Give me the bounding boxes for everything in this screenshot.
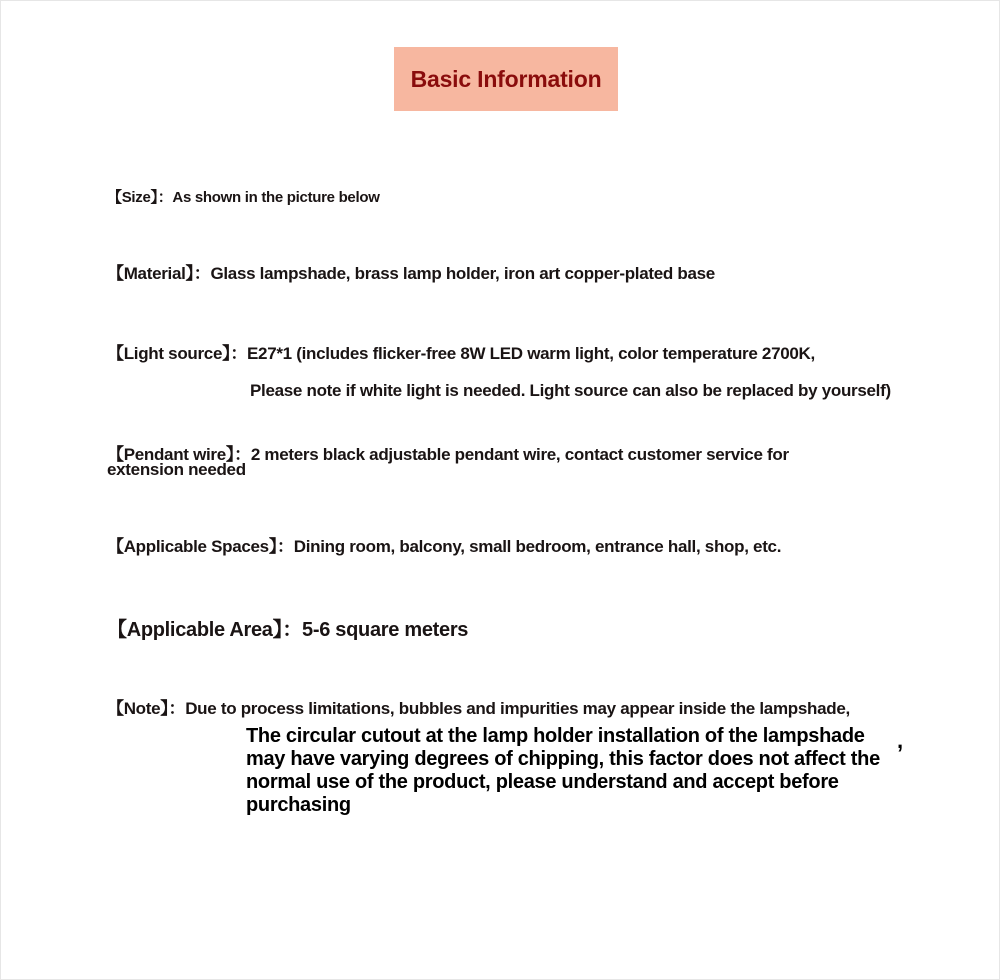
spec-value: E27*1 (includes flicker-free 8W LED warm light, color temperature 2700K, — [247, 344, 815, 363]
spec-applicable-area — [107, 613, 468, 642]
spec-label: 【Note】 — [107, 699, 169, 718]
spec-sep: ： — [157, 189, 173, 206]
spec-value: 5-6 square meters — [302, 619, 469, 641]
spec-value: Due to process limitations, bubbles and impurities may appear inside the lampshade, — [185, 699, 850, 718]
spec-sep: ： — [277, 537, 294, 556]
spec-pendant-wire-cont: extension needed — [107, 460, 246, 479]
spec-value: As shown in the picture below — [172, 189, 380, 206]
spec-label: 【Size】 — [107, 189, 158, 206]
section-title: Basic Information — [410, 65, 602, 92]
note-detail — [246, 725, 906, 817]
spec-label: 【Light source】 — [107, 344, 231, 363]
spec-label: 【Pendant wire】 — [107, 445, 235, 464]
spec-sep: ： — [234, 445, 251, 464]
spec-label: 【Applicable Area】 — [107, 619, 283, 641]
spec-note — [107, 694, 850, 719]
spec-sep: ： — [168, 699, 186, 718]
note-detail-line: The circular cutout at the lamp holder installation of the lampshade — [246, 725, 865, 747]
spec-applicable-spaces — [107, 532, 781, 557]
spec-material — [107, 259, 715, 284]
note-detail-line: may have varying degrees of chipping, this factor does not affect the — [246, 748, 880, 770]
spec-value: Glass lampshade, brass lamp holder, iron art copper-plated base — [210, 264, 715, 283]
spec-sep: ： — [193, 264, 211, 283]
spec-sep: ： — [282, 619, 303, 641]
spec-label: 【Material】 — [107, 264, 194, 283]
spec-light-source — [107, 339, 815, 364]
spec-value: Dining room, balcony, small bedroom, entrance hall, shop, etc. — [293, 537, 782, 556]
spec-size — [107, 186, 380, 207]
spec-label: 【Applicable Spaces】 — [107, 537, 278, 556]
spec-light-source-cont: Please note if white light is needed. Light source can also be replaced by yourself) — [250, 381, 891, 400]
spec-sep: ： — [230, 344, 248, 363]
spec-value: 2 meters black adjustable pendant wire, contact customer service for — [250, 445, 789, 464]
note-detail-line: purchasing — [246, 794, 351, 816]
note-detail-line: normal use of the product, please understand and accept before — [246, 771, 839, 793]
stray-mark: , — [897, 728, 904, 753]
section-title-box — [394, 47, 618, 111]
